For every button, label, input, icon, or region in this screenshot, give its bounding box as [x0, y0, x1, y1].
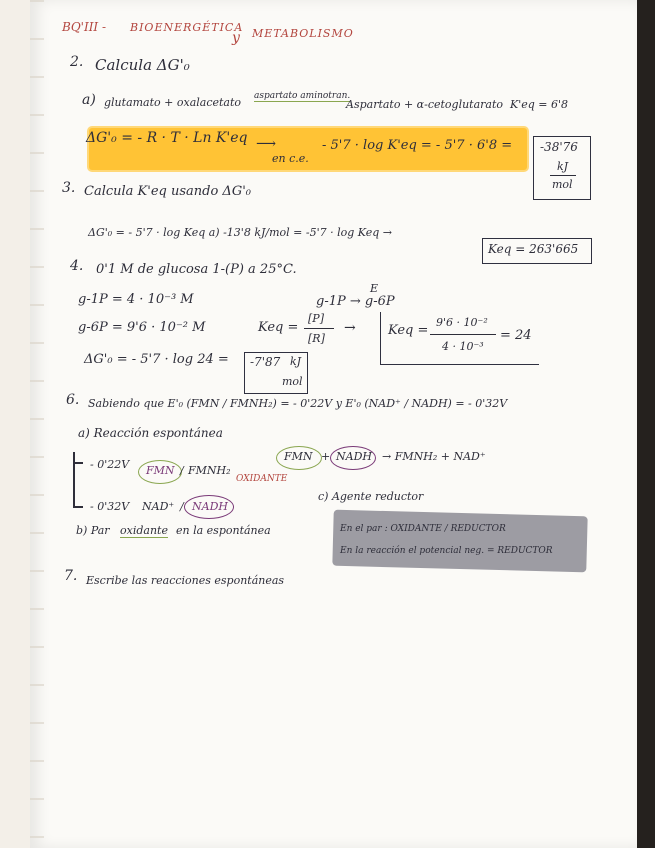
ex2-formula: ΔG'₀ = - R · T · Ln K'eq: [86, 130, 248, 146]
ex2-number: 2.: [70, 54, 84, 70]
ex4-keq-den: [R]: [308, 332, 325, 345]
ex6-b-title-ox: oxidante: [120, 524, 168, 537]
ex2-title: Calcula ΔG'₀: [95, 56, 190, 74]
ex6-c-line2: En la reacción el potencial neg. = REDUCTOR: [340, 546, 553, 556]
ex4-dg-unit-top: kJ: [290, 355, 302, 368]
bracket-line: [73, 506, 83, 508]
ex4-g1p: g-1P = 4 · 10⁻³ M: [78, 292, 194, 307]
notebook-binding: [30, 0, 44, 848]
ex6-pair1-sep: /: [180, 464, 184, 477]
ex6-number: 6.: [66, 392, 80, 408]
header-code: BQ'III -: [62, 20, 107, 34]
ex4-g6p: g-6P = 9'6 · 10⁻² M: [78, 320, 206, 335]
ex4-keq-label: Keq =: [258, 320, 299, 335]
ex4-title: 0'1 M de glucosa 1-(P) a 25°C.: [96, 262, 297, 277]
ex2-unit-bottom: mol: [552, 178, 573, 191]
ex6-pair1-note: OXIDANTE: [236, 474, 288, 484]
ex2-keq: K'eq = 6'8: [510, 98, 569, 111]
ex3-number: 3.: [62, 180, 76, 196]
header-and: y: [232, 30, 240, 46]
ex4-dg-line: ΔG'₀ = - 5'7 · log 24 =: [84, 352, 229, 367]
background-edge: [637, 0, 655, 848]
ex6-pair2-red: NADH: [192, 500, 228, 513]
ex2-enzyme: aspartato aminotran.: [254, 91, 351, 101]
header-title-1: BIOENERGÉTICA: [130, 21, 244, 34]
fraction-bar: [430, 334, 496, 335]
ex6-reaction-red: NADH: [336, 450, 372, 463]
ex2-unit-top: kJ: [557, 160, 569, 173]
ex6-pair2-value: - 0'32V: [90, 500, 130, 513]
ex4-keq-box-result: = 24: [500, 328, 532, 343]
ex4-keq-box-num: 9'6 · 10⁻²: [436, 316, 488, 329]
ex4-reaction-enzyme: E: [370, 282, 379, 295]
ex2-arrow-note: en c.e.: [272, 152, 309, 165]
ex6-pair1-ox: FMN: [146, 464, 175, 477]
ex6-c-title: c) Agente reductor: [318, 490, 424, 503]
ex6-b-title-1: b) Par: [76, 524, 110, 537]
ex4-reaction: g-1P → g-6P: [316, 294, 395, 309]
bracket-line: [73, 452, 75, 508]
ex4-keq-box-label: Keq =: [388, 323, 429, 338]
ex3-line: ΔG'₀ = - 5'7 · log Keq a) -13'8 kJ/mol = -5'7 · log Keq →: [88, 226, 392, 239]
header-title-2: METABOLISMO: [252, 27, 354, 40]
ex2-result: -38'76: [540, 140, 578, 154]
ex7-title: Escribe las reacciones espontáneas: [86, 574, 285, 587]
ex6-reaction-plus: +: [321, 450, 331, 463]
ex7-number: 7.: [64, 568, 78, 584]
ex6-pair2-ox: NAD⁺: [142, 500, 175, 513]
ex6-reaction-ox: FMN: [284, 450, 313, 463]
ex3-result: Keq = 263'665: [488, 242, 579, 256]
ex4-dg-unit-bottom: mol: [282, 375, 303, 388]
ex2-reaction-right: Aspartato + α-cetoglutarato: [346, 98, 504, 111]
ex6-pair1-value: - 0'22V: [90, 458, 130, 471]
page-left-margin: [0, 0, 30, 848]
ex6-pair1-red: FMNH₂: [188, 464, 231, 477]
ex6-pair2-sep: /: [180, 500, 184, 513]
ex4-keq-num: [P]: [308, 312, 324, 325]
ex4-dg-result: -7'87: [250, 355, 281, 369]
ex6-b-title-2: en la espontánea: [176, 524, 271, 537]
ex6-a-title: a) Reacción espontánea: [78, 426, 223, 440]
ex6-statement: Sabiendo que E'₀ (FMN / FMNH₂) = - 0'22V y E'₀ (NAD⁺ / NADH) = - 0'32V: [88, 397, 508, 410]
highlight-conclusion: [332, 510, 587, 573]
ex6-c-line1: En el par : OXIDANTE / REDUCTOR: [340, 524, 506, 534]
arrow-icon: ⟶: [256, 136, 277, 152]
ex6-reaction-products: → FMNH₂ + NAD⁺: [382, 450, 486, 463]
ex2-formula-2: - 5'7 · log K'eq = - 5'7 · 6'8 =: [322, 138, 513, 153]
ex2-a-label: a): [82, 92, 96, 108]
fraction-bar: [304, 328, 334, 329]
ex3-title: Calcula K'eq usando ΔG'₀: [84, 184, 251, 199]
arrow-icon: →: [344, 320, 356, 336]
bracket-line: [73, 462, 83, 464]
ex4-number: 4.: [70, 258, 84, 274]
ex4-keq-box-den: 4 · 10⁻³: [442, 340, 484, 353]
fraction-bar: [550, 175, 576, 176]
ex2-reaction-left: glutamato + oxalacetato: [104, 96, 242, 109]
